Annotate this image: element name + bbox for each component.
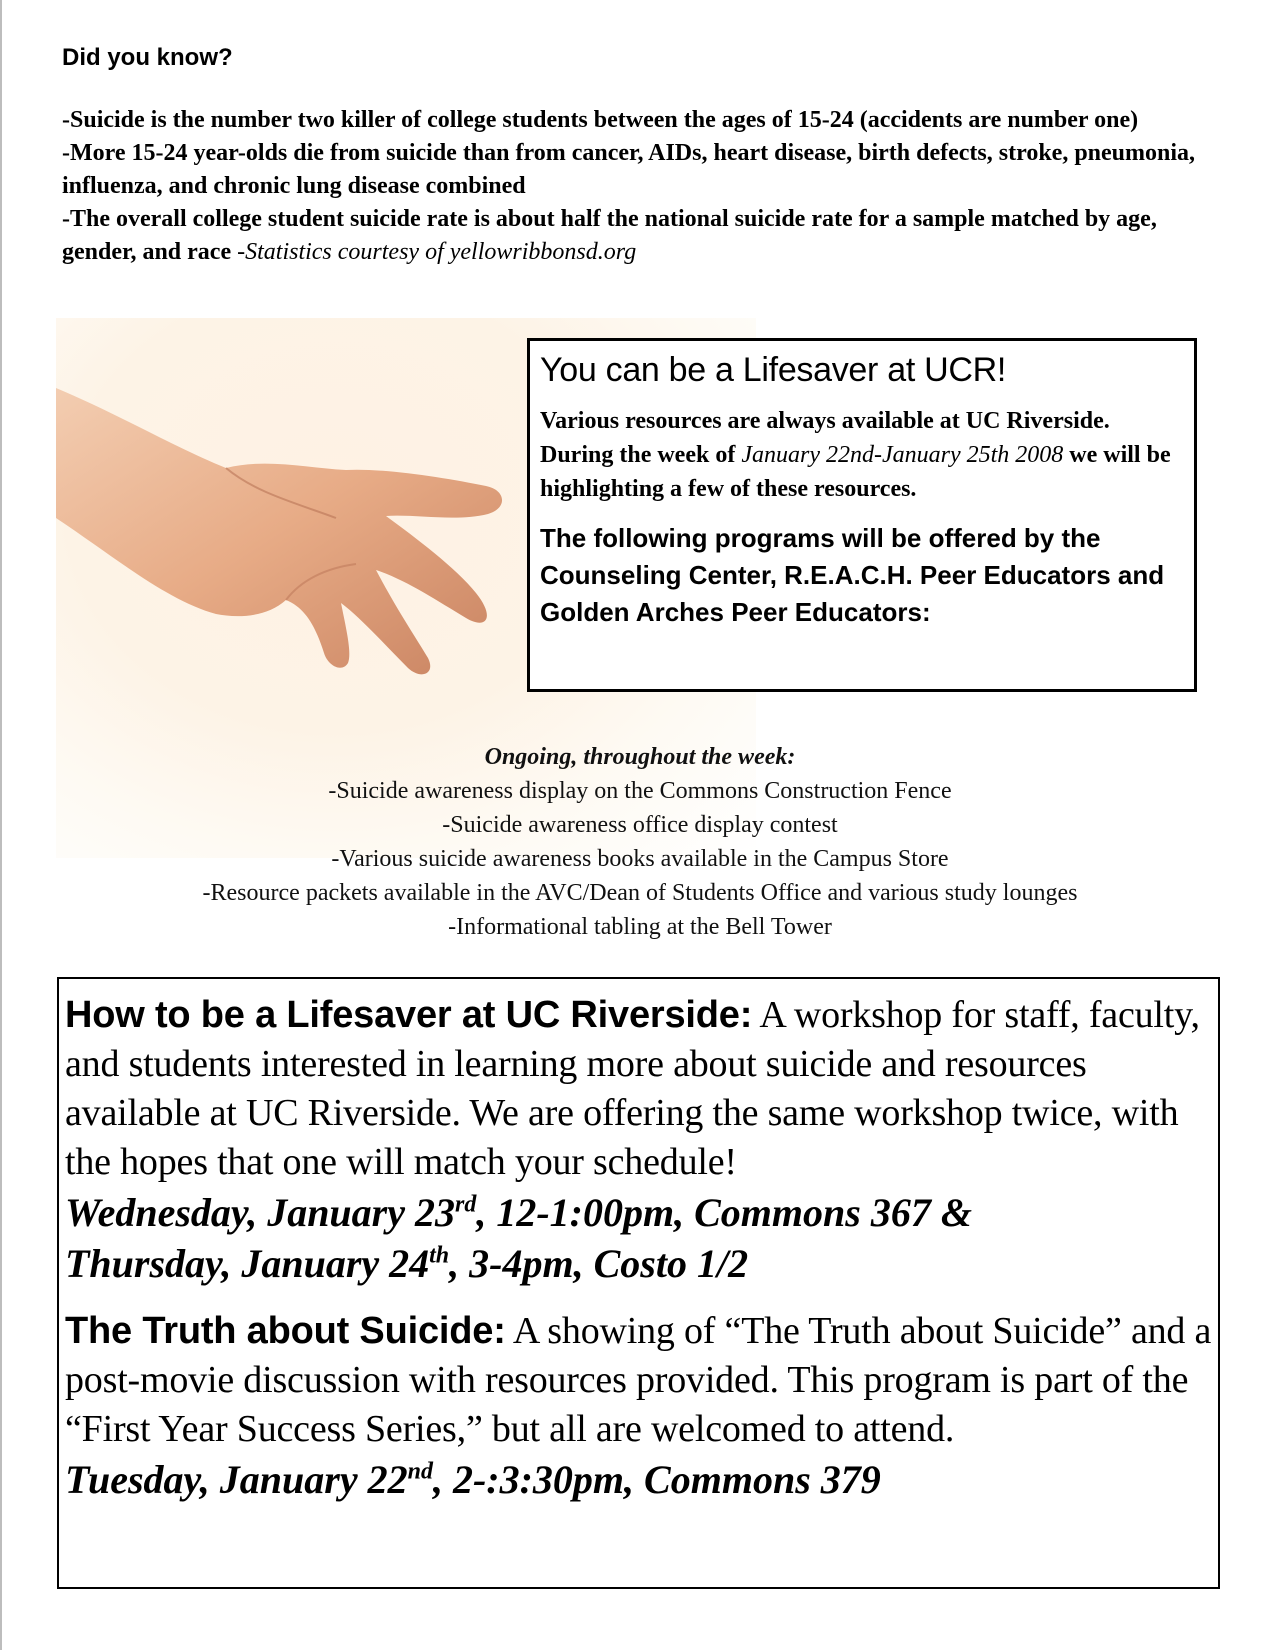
truth-date xyxy=(65,1454,1212,1505)
ongoing-item: -Various suicide awareness books available in the Campus Store xyxy=(331,846,949,872)
truth-title: The Truth about Suicide: xyxy=(65,1310,506,1352)
date-suffix: nd xyxy=(407,1458,433,1485)
workshop-title: How to be a Lifesaver at UC Riverside: xyxy=(65,994,753,1036)
callout-body-start: Various resources are always available at UC Riverside. During the week of xyxy=(540,408,1110,468)
ongoing-activities xyxy=(60,740,1220,944)
callout-programs: The following programs will be offered by the Counseling Center, R.E.A.C.H. Peer Educators and Golden Arches Peer Educators: xyxy=(540,523,1165,627)
fact-item xyxy=(62,203,1212,269)
date-text: Thursday, January 24 xyxy=(65,1241,430,1286)
events-box xyxy=(57,977,1220,1589)
date-suffix: rd xyxy=(455,1191,477,1218)
stats-credit: -Statistics courtesy of yellowribbonsd.org xyxy=(237,239,637,265)
truth-text: A showing of “The Truth about Suicide” and a post-movie discussion with resources provided. This program is part of the “First Year Success Series,” but all are welcomed to attend. xyxy=(65,1310,1212,1450)
workshop-date-2 xyxy=(65,1238,1212,1289)
date-detail: , 2-:3:30pm, Commons 379 xyxy=(432,1457,881,1502)
page-edge xyxy=(0,0,2,1650)
fact-item: -Suicide is the number two killer of college students between the ages of 15-24 (accidents are number one) xyxy=(62,107,1139,133)
ongoing-heading: Ongoing, throughout the week: xyxy=(484,744,796,770)
fact-item: -More 15-24 year-olds die from suicide than from cancer, AIDs, heart disease, birth defects, stroke, pneumonia, influenza, and chronic lung disease combined xyxy=(62,140,1196,199)
ongoing-item: -Resource packets available in the AVC/Dean of Students Office and various study lounges xyxy=(202,880,1078,906)
lifesaver-callout xyxy=(527,338,1197,692)
ongoing-item: -Suicide awareness display on the Commons Construction Fence xyxy=(328,778,952,804)
workshop-date-1 xyxy=(65,1187,1212,1238)
intro-heading: Did you know? xyxy=(62,44,233,71)
facts-list xyxy=(62,104,1212,269)
callout-title: You can be a Lifesaver at UCR! xyxy=(540,351,1007,389)
date-detail: , 3-4pm, Costo 1/2 xyxy=(449,1241,749,1286)
open-hand-image xyxy=(56,318,536,718)
ongoing-item: -Suicide awareness office display contest xyxy=(442,812,838,838)
date-text: Tuesday, January 22 xyxy=(65,1457,408,1502)
date-text: Wednesday, January 23 xyxy=(65,1190,455,1235)
workshop-description xyxy=(65,991,1212,1187)
callout-body-end: we will be highlighting a few of these resources. xyxy=(540,442,1171,502)
callout-body xyxy=(540,404,1184,506)
date-detail: , 12-1:00pm, Commons 367 & xyxy=(476,1190,972,1235)
callout-dates: January 22nd-January 25th 2008 xyxy=(741,442,1064,468)
truth-description xyxy=(65,1307,1212,1454)
date-suffix: th xyxy=(429,1242,450,1269)
workshop-text: A workshop for staff, faculty, and students interested in learning more about suicide and resources available at UC Riverside. We are offering the same workshop twice, with the hopes that one will match your schedule! xyxy=(65,994,1200,1183)
ongoing-item: -Informational tabling at the Bell Tower xyxy=(448,914,832,940)
fact-text: -The overall college student suicide rate is about half the national suicide rate for a sample matched by age, gender, and race xyxy=(62,206,1157,265)
